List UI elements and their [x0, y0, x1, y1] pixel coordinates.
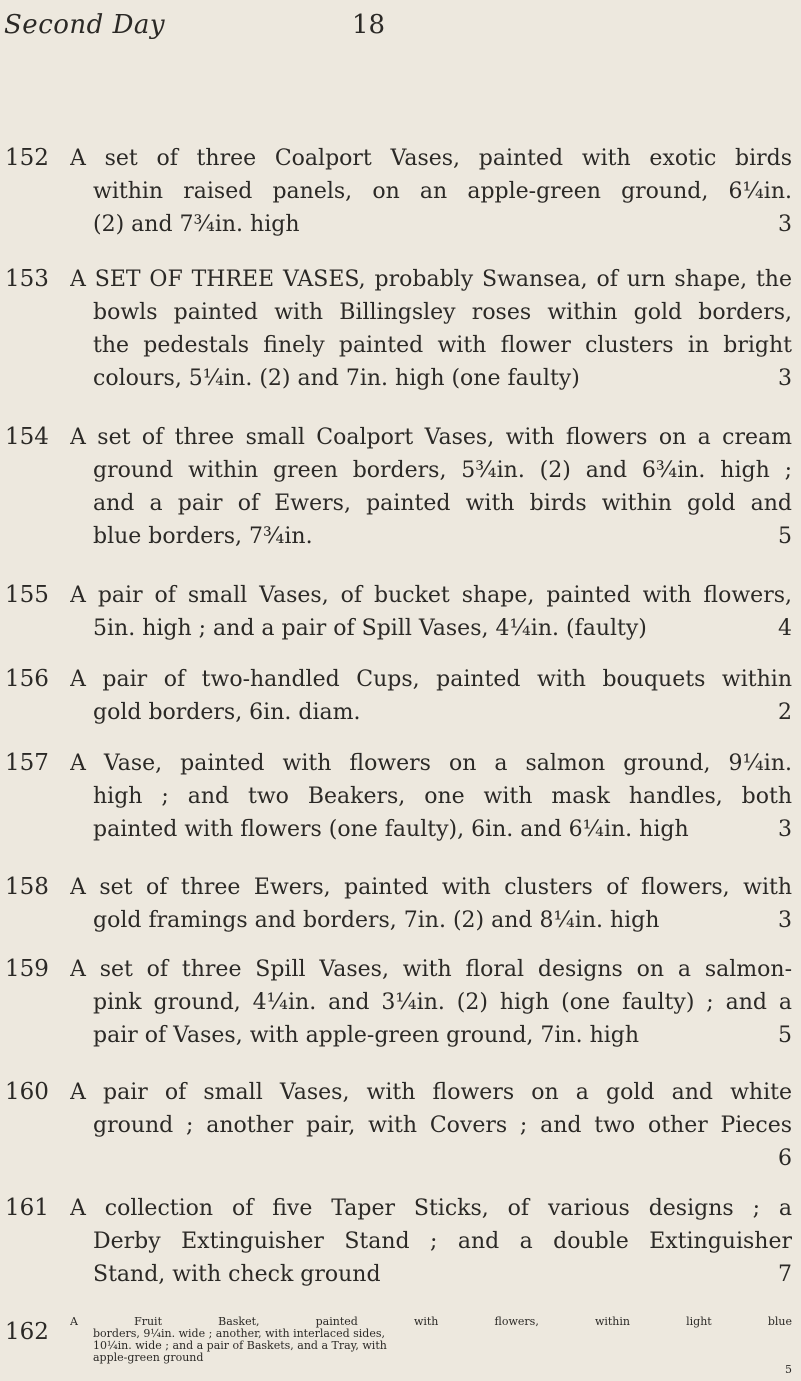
lot-quantity: 3: [778, 817, 792, 842]
lot-quantity: 5: [778, 1023, 792, 1048]
lot-line-text: (2) and 7¾in. high: [93, 212, 300, 237]
lot-description: [70, 263, 792, 395]
lot-line: [70, 612, 792, 645]
lot-line: [70, 520, 792, 553]
lot-entry: [0, 1316, 801, 1379]
lot-line-text: colours, 5¼in. (2) and 7in. high (one faulty): [93, 366, 580, 391]
lot-description: [70, 747, 792, 846]
lot-line: 10¼in. wide ; and a pair of Baskets, and a Tray, with: [93, 1340, 387, 1352]
lot-number: 153: [5, 266, 49, 292]
lot-quantity: 6: [778, 1146, 792, 1171]
lot-line: A pair of two-handled Cups, painted with bouquets within: [70, 667, 792, 692]
lot-line: [70, 1258, 792, 1291]
lot-description: [70, 1076, 792, 1175]
section-title: Second Day: [4, 10, 166, 40]
lot-line: [70, 208, 792, 241]
lot-quantity: 5: [785, 1363, 792, 1376]
lot-line: [70, 904, 792, 937]
lot-number: 154: [5, 424, 49, 450]
lot-description: [70, 1316, 792, 1376]
lot-line: [70, 362, 792, 395]
lot-quantity: 3: [778, 212, 792, 237]
lot-line: bowls painted with Billingsley roses within gold borders,: [93, 300, 792, 325]
lot-line: A Fruit Basket, painted with flowers, within light blue: [70, 1316, 792, 1328]
lot-quantity: 7: [778, 1262, 792, 1287]
lot-quantity: 3: [778, 366, 792, 391]
lot-line: ground within green borders, 5¾in. (2) and 6¾in. high ;: [93, 458, 792, 483]
lot-line: A set of three Coalport Vases, painted with exotic birds: [70, 146, 792, 171]
lot-line-text: blue borders, 7¾in.: [93, 524, 313, 549]
lot-number: 162: [5, 1319, 49, 1345]
lot-line: apple-green ground: [93, 1352, 204, 1364]
lot-line-text: gold framings and borders, 7in. (2) and 8¼in. high: [93, 908, 660, 933]
lot-line: A set of three Ewers, painted with clusters of flowers, with: [70, 875, 792, 900]
lot-line: A set of three Spill Vases, with floral designs on a salmon-: [70, 957, 792, 982]
lot-line: A collection of five Taper Sticks, of various designs ; a: [70, 1196, 792, 1221]
lot-line: A pair of small Vases, with flowers on a gold and white: [70, 1080, 792, 1105]
lot-line: and a pair of Ewers, painted with birds within gold and: [93, 491, 792, 516]
lot-description: [70, 663, 792, 729]
lot-quantity: 2: [778, 700, 792, 725]
lot-line: ground ; another pair, with Covers ; and two other Pieces: [93, 1113, 792, 1138]
lot-line: A Vase, painted with flowers on a salmon ground, 9¼in.: [70, 751, 792, 776]
lot-description: [70, 579, 792, 645]
lot-line: high ; and two Beakers, one with mask handles, both: [93, 784, 792, 809]
lot-number: 161: [5, 1195, 49, 1221]
page-number: 18: [352, 10, 386, 40]
lot-line: borders, 9¼in. wide ; another, with interlaced sides,: [93, 1328, 385, 1340]
lot-description: [70, 1192, 792, 1291]
lot-line: [70, 813, 792, 846]
lot-line: [70, 696, 792, 729]
lot-line: the pedestals finely painted with flower clusters in bright: [93, 333, 792, 358]
lot-number: 158: [5, 874, 49, 900]
lot-line: [70, 1019, 792, 1052]
lot-line: Derby Extinguisher Stand ; and a double Extinguisher: [93, 1229, 792, 1254]
lot-number: 157: [5, 750, 49, 776]
lot-number: 156: [5, 666, 49, 692]
lot-line: within raised panels, on an apple-green ground, 6¼in.: [93, 179, 792, 204]
lot-line-text: painted with flowers (one faulty), 6in. and 6¼in. high: [93, 817, 689, 842]
lot-description: [70, 871, 792, 937]
lot-line-text: pair of Vases, with apple-green ground, 7in. high: [93, 1023, 640, 1048]
lot-description: [70, 142, 792, 241]
lot-number: 160: [5, 1079, 49, 1105]
lot-line: A SET OF THREE VASES, probably Swansea, of urn shape, the: [70, 267, 792, 292]
lot-quantity: 3: [778, 908, 792, 933]
lot-number: 155: [5, 582, 49, 608]
lot-description: [70, 421, 792, 553]
lot-line-text: gold borders, 6in. diam.: [93, 700, 361, 725]
lot-line: pink ground, 4¼in. and 3¼in. (2) high (one faulty) ; and a: [93, 990, 792, 1015]
lot-quantity: 5: [778, 524, 792, 549]
lot-quantity: 4: [778, 616, 792, 641]
lot-line-text: 5in. high ; and a pair of Spill Vases, 4¼in. (faulty): [93, 616, 647, 641]
lot-number: 159: [5, 956, 49, 982]
lot-description: [70, 953, 792, 1052]
lot-line: A pair of small Vases, of bucket shape, painted with flowers,: [70, 583, 792, 608]
lot-line: A set of three small Coalport Vases, with flowers on a cream: [70, 425, 792, 450]
lot-number: 152: [5, 145, 49, 171]
lot-line-text: Stand, with check ground: [93, 1262, 381, 1287]
